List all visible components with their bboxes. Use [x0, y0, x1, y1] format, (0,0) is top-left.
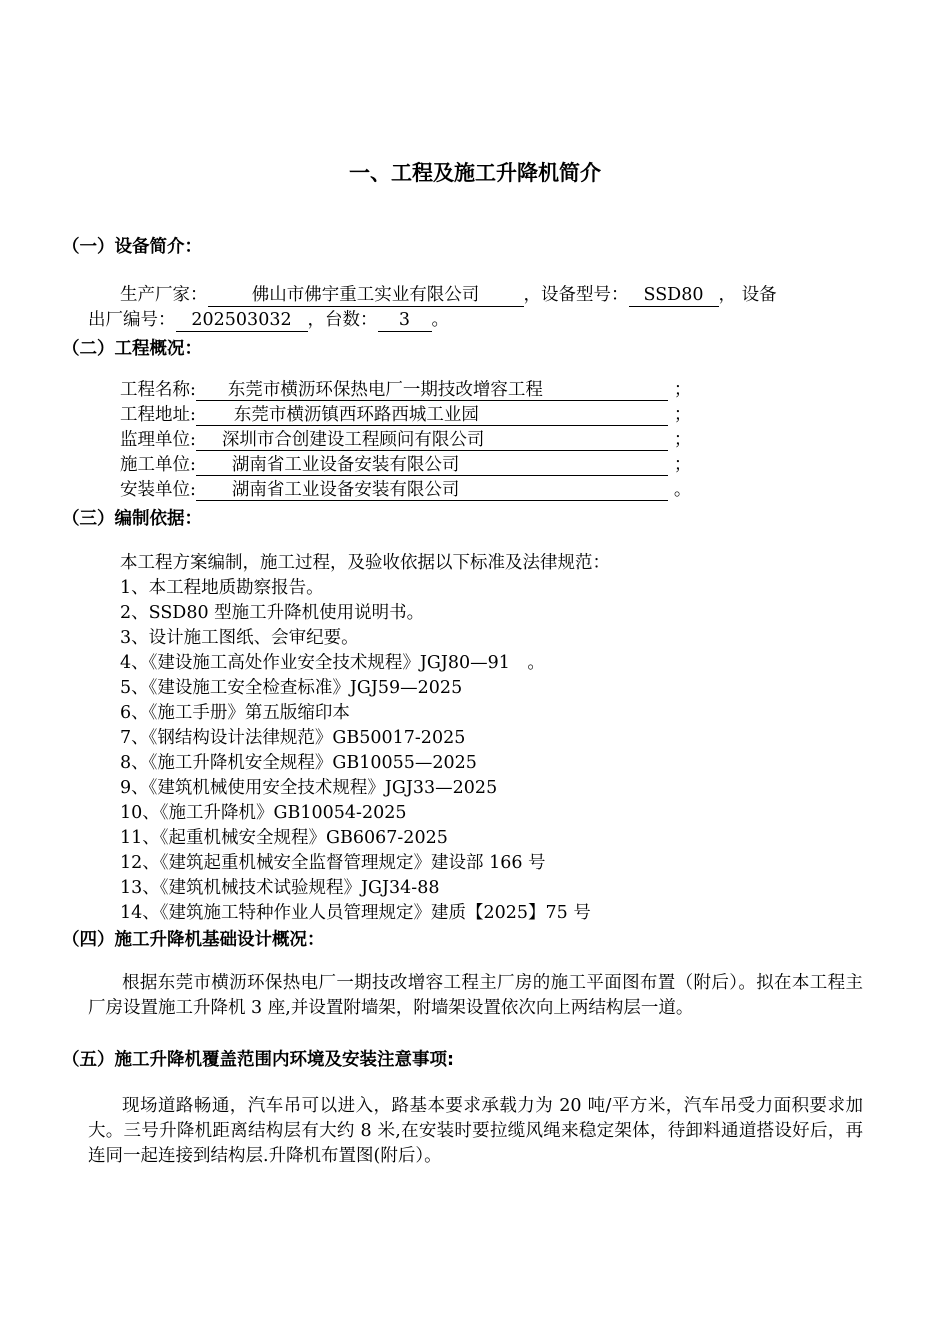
count-end: 。 — [431, 310, 449, 330]
manufacturer-label: 生产厂家： — [120, 285, 208, 305]
basis-item: 4、《建设施工高处作业安全技术规程》JGJ80—91 。 — [120, 653, 545, 673]
basis-item: 9、《建筑机械使用安全技术规程》JGJ33—2025 — [120, 778, 498, 798]
project-row-value: 东莞市横沥环保热电厂一期技改增容工程 — [196, 378, 668, 401]
environment-paragraph: 现场道路畅通，汽车吊可以进入，路基本要求承载力为 20 吨/平方米，汽车吊受力面积要求加大。三号升降机距离结构层有大约 8 米,在安装时要拉缆风绳来稳定架体，待卸料通道搭设好后，再连同一起连接到结构层.升降机布置图(附后）。 — [88, 1096, 863, 1166]
section-heading-environment: （五）施工升降机覆盖范围内环境及安装注意事项: — [62, 1050, 454, 1070]
project-row-value: 东莞市横沥镇西环路西城工业园 — [196, 403, 668, 426]
basis-intro: 本工程方案编制，施工过程，及验收依据以下标准及法律规范： — [120, 553, 610, 573]
section-heading-basis: （三）编制依据： — [62, 509, 202, 529]
project-row — [120, 428, 691, 453]
project-row-label: 安装单位: — [120, 480, 196, 500]
count-label: ，台数： — [307, 310, 378, 330]
basis-item: 11、《起重机械安全规程》GB6067-2025 — [120, 828, 448, 848]
basis-item: 8、《施工升降机安全规程》GB10055—2025 — [120, 753, 477, 773]
project-row-end: 。 — [673, 480, 692, 500]
serial-value: 202503032 — [176, 308, 308, 332]
basis-item: 6、《施工手册》第五版缩印本 — [120, 703, 350, 723]
foundation-paragraph: 根据东莞市横沥环保热电厂一期技改增容工程主厂房的施工平面图布置（附后）。拟在本工程主厂房设置施工升降机 3 座,并设置附墙架，附墙架设置依次向上两结构层一道。 — [88, 973, 863, 1018]
count-value: 3 — [378, 308, 432, 332]
basis-item: 5、《建设施工安全检查标准》JGJ59—2025 — [120, 678, 463, 698]
project-row-end: ； — [673, 430, 692, 450]
basis-item: 7、《钢结构设计法律规范》GB50017-2025 — [120, 728, 466, 748]
project-row-value: 深圳市合创建设工程顾问有限公司 — [196, 428, 668, 451]
section-heading-project: （二）工程概况： — [62, 339, 202, 359]
project-row-end: ； — [673, 405, 692, 425]
manufacturer-line — [120, 283, 777, 308]
project-row-value: 湖南省工业设备安装有限公司 — [196, 478, 668, 501]
basis-item: 14、《建筑施工特种作业人员管理规定》建质【2025】75 号 — [120, 903, 591, 923]
model-label: ，设备型号： — [523, 285, 629, 305]
model-value: SSD80 — [629, 283, 719, 307]
project-row — [120, 378, 691, 403]
page-title: 一、工程及施工升降机简介 — [349, 161, 601, 185]
serial-label: 出厂编号： — [88, 310, 176, 330]
project-row — [120, 478, 691, 503]
project-row — [120, 403, 691, 428]
basis-item: 13、《建筑机械技术试验规程》JGJ34-88 — [120, 878, 440, 898]
project-row-label: 施工单位: — [120, 455, 196, 475]
basis-item: 1、本工程地质勘察报告。 — [120, 578, 324, 598]
serial-line — [88, 308, 449, 333]
project-row-label: 监理单位: — [120, 430, 196, 450]
section-heading-foundation: （四）施工升降机基础设计概况： — [62, 930, 325, 950]
project-row-end: ； — [673, 455, 692, 475]
basis-item: 12、《建筑起重机械安全监督管理规定》建设部 166 号 — [120, 853, 546, 873]
basis-item: 10、《施工升降机》GB10054-2025 — [120, 803, 407, 823]
serial-prefix: ， 设备 — [718, 285, 777, 305]
manufacturer-value: 佛山市佛宇重工实业有限公司 — [208, 283, 524, 307]
section-heading-equipment: （一）设备简介： — [62, 237, 202, 257]
project-row-label: 工程名称: — [120, 380, 196, 400]
project-row-value: 湖南省工业设备安装有限公司 — [196, 453, 668, 476]
basis-item: 3、设计施工图纸、会审纪要。 — [120, 628, 359, 648]
project-row — [120, 453, 691, 478]
project-row-label: 工程地址: — [120, 405, 196, 425]
basis-item: 2、SSD80 型施工升降机使用说明书。 — [120, 603, 425, 623]
project-row-end: ； — [673, 380, 692, 400]
